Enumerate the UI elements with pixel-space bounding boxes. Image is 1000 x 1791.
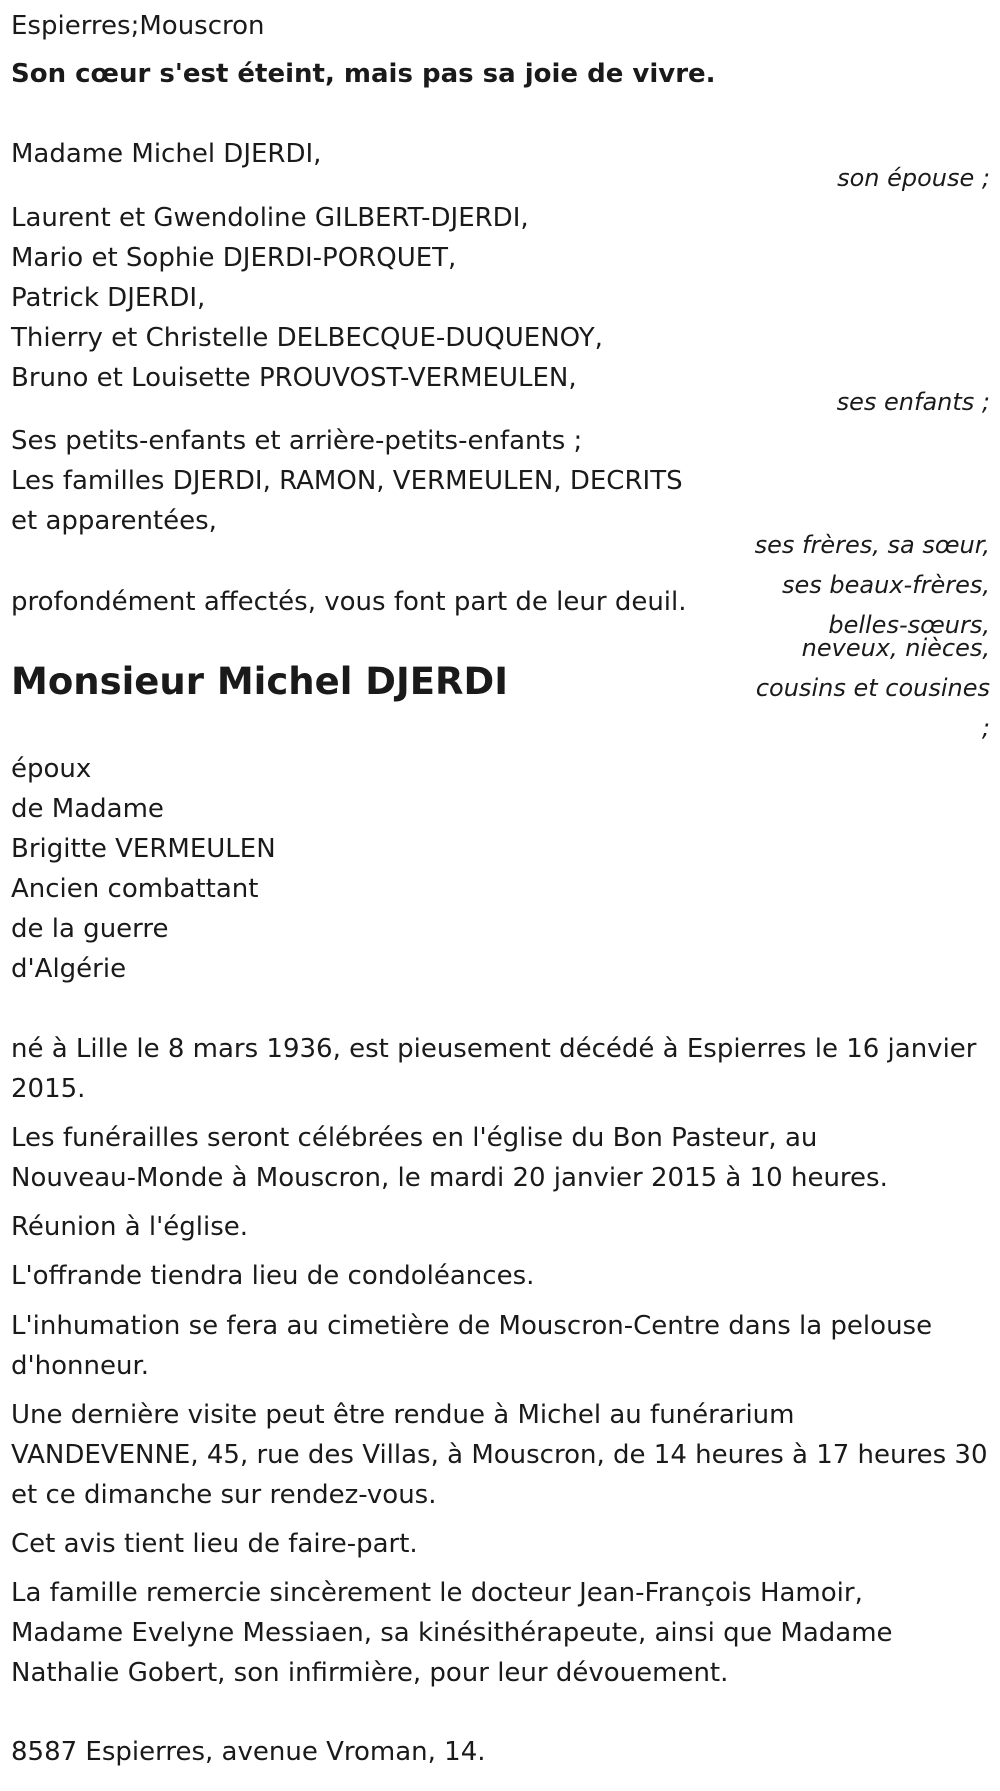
family-line: Ses petits-enfants et arrière-petits-enfants ; xyxy=(11,426,583,456)
thanks-paragraph-line: Madame Evelyne Messiaen, sa kinésithérapeute, ainsi que Madame xyxy=(11,1618,893,1648)
offering-paragraph: L'offrande tiendra lieu de condoléances. xyxy=(11,1261,535,1291)
deceased-detail: de la guerre xyxy=(11,914,169,944)
visit-paragraph-line: Une dernière visite peut être rendue à Michel au funérarium xyxy=(11,1400,795,1430)
visit-paragraph-line: et ce dimanche sur rendez-vous. xyxy=(11,1480,437,1510)
spouse-name: Madame Michel DJERDI, xyxy=(11,139,322,169)
meeting-paragraph: Réunion à l'église. xyxy=(11,1212,249,1242)
deceased-detail: de Madame xyxy=(11,794,164,824)
notice-paragraph: Cet avis tient lieu de faire-part. xyxy=(11,1529,418,1559)
visit-paragraph-line: VANDEVENNE, 45, rue des Villas, à Mouscron, de 14 heures à 17 heures 30 xyxy=(11,1440,988,1470)
thanks-paragraph-line: La famille remercie sincèrement le docteur Jean-François Hamoir, xyxy=(11,1578,863,1608)
address: 8587 Espierres, avenue Vroman, 14. xyxy=(11,1737,486,1767)
deceased-detail: époux xyxy=(11,754,92,784)
funeral-paragraph-line: Nouveau-Monde à Mouscron, le mardi 20 janvier 2015 à 10 heures. xyxy=(11,1163,888,1193)
relatives-line: belles-sœurs, xyxy=(828,611,990,639)
children-relation: ses enfants ; xyxy=(836,388,990,416)
deceased-detail: d'Algérie xyxy=(11,954,127,984)
relatives-line: ses frères, sa sœur, xyxy=(754,531,990,559)
birth-paragraph-line: né à Lille le 8 mars 1936, est pieusement décédé à Espierres le 16 janvier xyxy=(11,1034,977,1064)
funeral-paragraph-line: Les funérailles seront célébrées en l'église du Bon Pasteur, au xyxy=(11,1123,818,1153)
relatives-line: ; xyxy=(981,714,990,742)
child-line: Mario et Sophie DJERDI-PORQUET, xyxy=(11,243,457,273)
tagline: Son cœur s'est éteint, mais pas sa joie de vivre. xyxy=(11,59,716,89)
child-line: Bruno et Louisette PROUVOST-VERMEULEN, xyxy=(11,363,577,393)
thanks-paragraph-line: Nathalie Gobert, son infirmière, pour leur dévouement. xyxy=(11,1658,729,1688)
announcement: profondément affectés, vous font part de leur deuil. xyxy=(11,587,687,617)
relatives-line: cousins et cousines xyxy=(755,674,990,702)
deceased-detail: Ancien combattant xyxy=(11,874,259,904)
burial-paragraph-line: L'inhumation se fera au cimetière de Mouscron-Centre dans la pelouse xyxy=(11,1311,933,1341)
spouse-relation: son épouse ; xyxy=(837,164,990,192)
burial-paragraph-line: d'honneur. xyxy=(11,1351,150,1381)
birth-paragraph-line: 2015. xyxy=(11,1074,86,1104)
relatives-line: ses beaux-frères, xyxy=(781,571,990,599)
relatives-line: neveux, nièces, xyxy=(801,634,990,662)
family-line: Les familles DJERDI, RAMON, VERMEULEN, DECRITS xyxy=(11,466,683,496)
deceased-name: Monsieur Michel DJERDI xyxy=(11,660,509,703)
child-line: Patrick DJERDI, xyxy=(11,283,206,313)
location-line: Espierres;Mouscron xyxy=(11,11,265,41)
child-line: Thierry et Christelle DELBECQUE-DUQUENOY, xyxy=(11,323,603,353)
family-line: et apparentées, xyxy=(11,506,217,536)
child-line: Laurent et Gwendoline GILBERT-DJERDI, xyxy=(11,203,529,233)
deceased-detail: Brigitte VERMEULEN xyxy=(11,834,276,864)
